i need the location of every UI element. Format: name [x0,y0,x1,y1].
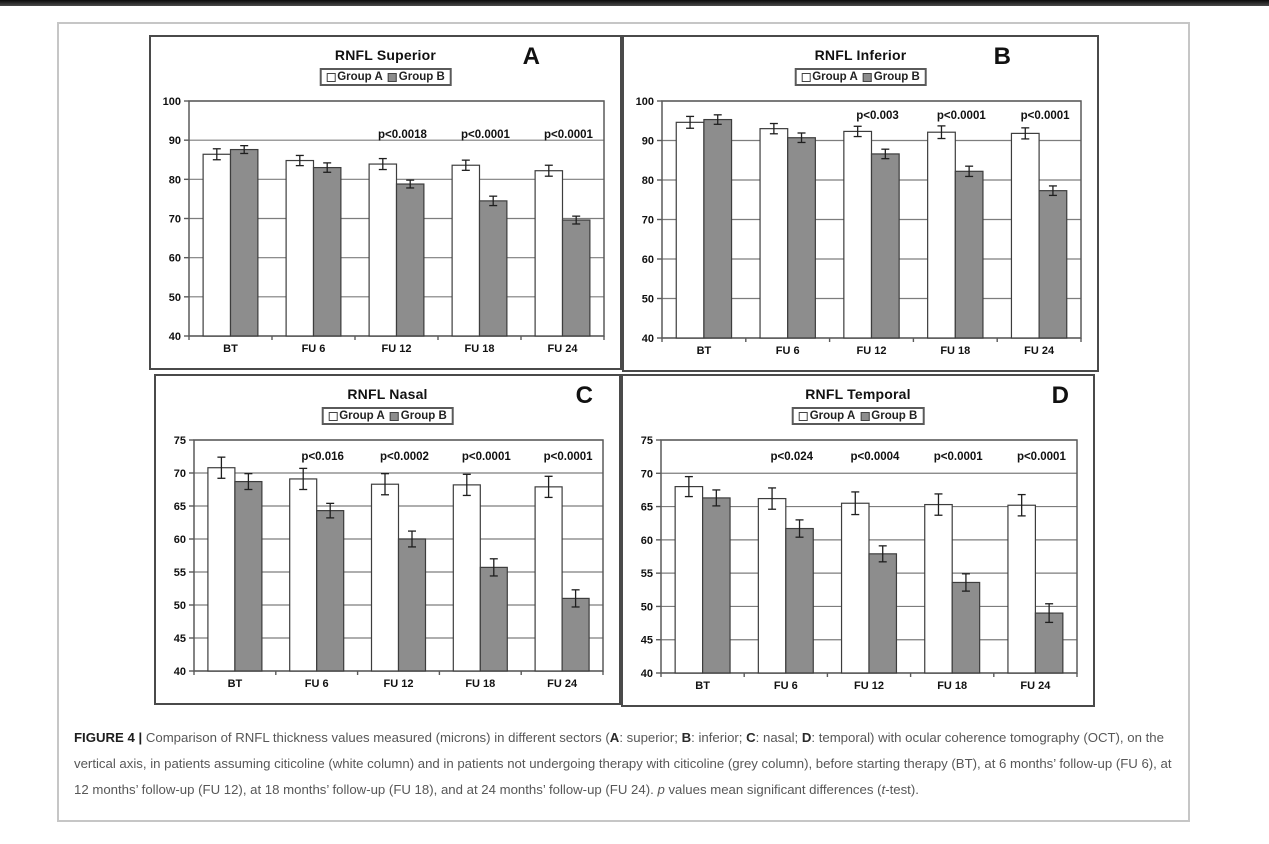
svg-text:75: 75 [640,435,653,447]
chart-title: RNFL Nasal [347,386,428,402]
caption-segment: B [681,730,692,745]
svg-text:65: 65 [640,501,653,514]
svg-text:p<0.0001: p<0.0001 [461,128,510,141]
svg-text:100: 100 [162,96,181,108]
svg-text:70: 70 [640,468,653,481]
panel-letter-a: A [522,43,540,70]
svg-text:100: 100 [635,96,654,108]
caption-segment: -test). [885,782,919,797]
svg-text:p<0.0001: p<0.0001 [543,450,593,463]
chart-panel-rnfl-nasal [154,374,621,705]
caption-segment: : temporal) with ocular coherence tomography (OCT), on the vertical axis, in patients assuming citicoline (white column) and in patients not undergoing therapy with citicoline (grey column), before starting therapy (BT), at 6 months’ follow-up (FU 6), at 12 months’ follow-up (FU 12), at 18 months’ follow-up (FU 18), and at 24 months’ follow-up (FU 24). [74,730,1172,797]
panel-letter-c: C [575,382,593,409]
panel-letter-d: D [1051,382,1069,409]
caption-segment: : nasal; [755,730,802,745]
chart-title: RNFL Inferior [814,47,907,63]
svg-text:80: 80 [168,174,181,187]
svg-text:FU 24: FU 24 [547,678,578,690]
svg-text:45: 45 [640,634,653,647]
svg-text:90: 90 [168,135,181,148]
svg-text:p<0.0001: p<0.0001 [461,450,511,463]
page-top-bar [0,0,1269,6]
svg-text:60: 60 [173,534,186,546]
svg-text:55: 55 [640,568,653,581]
svg-text:65: 65 [173,501,186,513]
legend-label-group-b: Group B [873,71,920,83]
bar-plot [156,376,619,703]
svg-text:50: 50 [641,293,654,306]
svg-text:FU 12: FU 12 [383,678,414,690]
svg-text:FU 6: FU 6 [773,680,798,692]
legend-label-group-a: Group A [812,71,858,83]
svg-text:FU 18: FU 18 [464,343,495,355]
svg-text:FU 18: FU 18 [465,678,496,690]
svg-text:FU 18: FU 18 [940,345,971,357]
svg-text:50: 50 [173,600,186,612]
svg-text:FU 24: FU 24 [1024,345,1055,357]
chart-panel-rnfl-temporal [621,374,1095,707]
svg-text:FU 6: FU 6 [301,343,326,355]
svg-text:p<0.0001: p<0.0001 [933,450,983,463]
svg-text:FU 12: FU 12 [854,680,884,692]
svg-text:BT: BT [695,680,710,692]
svg-text:50: 50 [168,291,181,304]
legend-label-group-a: Group A [337,71,383,83]
svg-text:p<0.0002: p<0.0002 [380,450,429,463]
svg-text:55: 55 [173,567,186,579]
svg-text:p<0.024: p<0.024 [770,450,814,463]
bar-plot [623,376,1093,705]
svg-text:FU 24: FU 24 [547,343,578,355]
svg-text:90: 90 [641,135,654,148]
bar-plot [151,37,620,368]
legend-label-group-a: Group A [339,410,385,422]
svg-text:p<0.003: p<0.003 [856,110,899,123]
chart-panel-rnfl-inferior [622,35,1099,372]
svg-text:BT: BT [223,343,238,355]
svg-text:FU 12: FU 12 [381,343,412,355]
svg-text:p<0.0004: p<0.0004 [850,450,900,463]
panel-letter-b: B [993,43,1011,70]
caption-segment: values mean significant differences ( [664,782,882,797]
svg-text:40: 40 [641,333,654,345]
svg-text:p<0.0001: p<0.0001 [1020,110,1070,123]
chart-title: RNFL Superior [334,47,437,63]
chart-title: RNFL Temporal [805,386,911,402]
svg-text:40: 40 [640,668,653,680]
svg-text:p<0.0018: p<0.0018 [378,128,427,141]
legend-label-group-b: Group B [400,410,447,422]
svg-text:p<0.0001: p<0.0001 [1016,450,1066,463]
svg-text:60: 60 [640,534,653,547]
svg-text:FU 24: FU 24 [1020,680,1051,692]
svg-text:70: 70 [641,214,654,227]
svg-text:50: 50 [640,601,653,614]
svg-text:40: 40 [173,666,186,678]
caption-segment: t [881,782,886,797]
legend-label-group-b: Group B [398,71,445,83]
figure-caption [74,725,1174,803]
caption-segment: C [746,730,756,745]
figure-container [57,22,1190,822]
svg-text:60: 60 [641,254,654,266]
svg-text:60: 60 [168,252,181,265]
svg-text:FU 12: FU 12 [856,345,887,357]
svg-text:FU 6: FU 6 [775,345,800,357]
svg-text:40: 40 [168,331,181,343]
caption-segment: : inferior; [691,730,747,745]
svg-text:70: 70 [173,468,186,480]
caption-segment: : superior; [619,730,682,745]
caption-segment: FIGURE 4 | [74,730,146,745]
svg-text:FU 6: FU 6 [304,678,329,690]
svg-text:p<0.0001: p<0.0001 [936,110,986,123]
svg-text:p<0.016: p<0.016 [301,450,344,463]
svg-text:75: 75 [173,435,186,447]
svg-text:45: 45 [173,633,186,645]
svg-text:70: 70 [168,213,181,226]
legend-label-group-a: Group A [809,410,856,422]
svg-text:BT: BT [696,345,712,357]
caption-segment: p [657,782,665,797]
svg-text:BT: BT [227,678,243,690]
chart-panel-rnfl-superior [149,35,622,370]
caption-segment: D [801,730,812,745]
bar-plot [624,37,1097,370]
svg-text:FU 18: FU 18 [937,680,968,692]
svg-text:80: 80 [641,175,654,187]
caption-segment: A [609,730,620,745]
legend-label-group-b: Group B [871,410,918,422]
svg-text:p<0.0001: p<0.0001 [544,128,593,141]
caption-segment: Comparison of RNFL thickness values measured (microns) in different sectors ( [145,730,610,745]
